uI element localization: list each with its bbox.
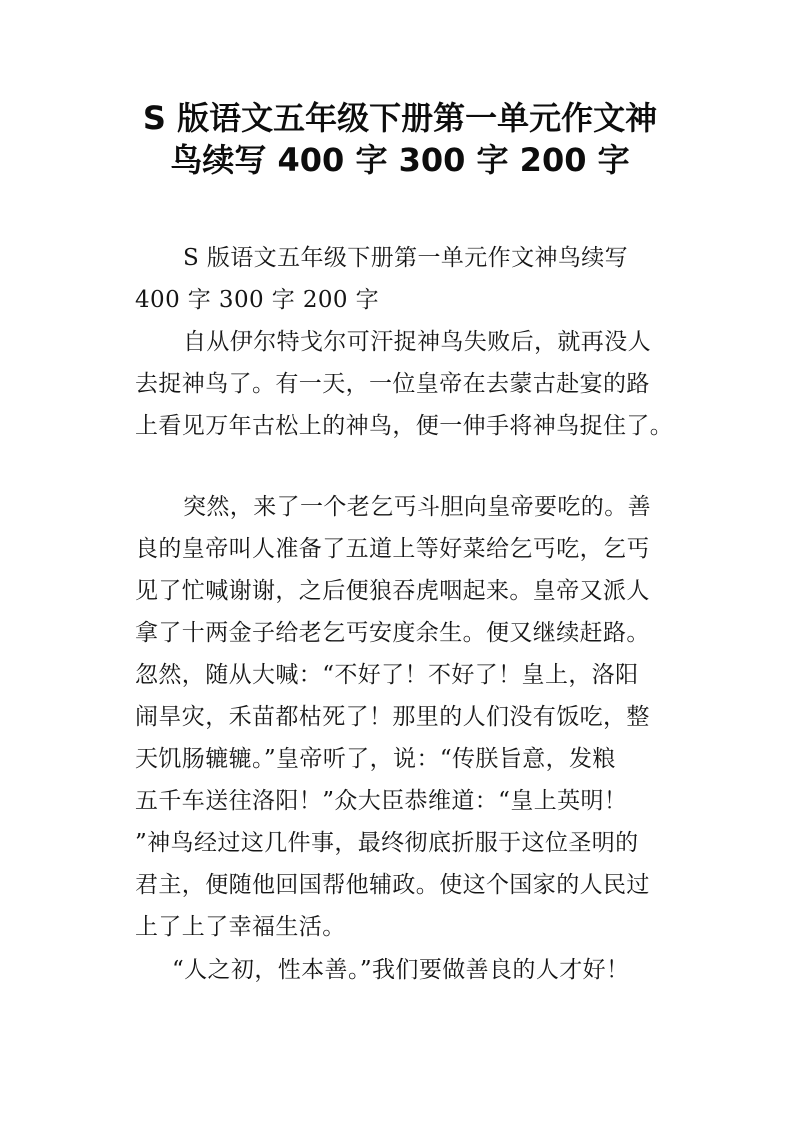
paragraph-2-line-5: 忽然，随从大喊：“不好了！不好了！皇上，洛阳 xyxy=(135,662,639,688)
document-title-line-2: 鸟续写 400 字 300 字 200 字 xyxy=(170,141,630,179)
paragraph-2-line-6: 闹旱灾，禾苗都枯死了！那里的人们没有饭吃，整 xyxy=(135,704,650,730)
paragraph-2-line-7: 天饥肠辘辘。”皇帝听了，说：“传朕旨意，发粮 xyxy=(135,746,616,772)
paragraph-2-line-8: 五千车送往洛阳！”众大臣恭维道：“皇上英明！ xyxy=(135,788,628,814)
paragraph-2-line-3: 见了忙喊谢谢，之后便狼吞虎咽起来。皇帝又派人 xyxy=(135,578,650,604)
paragraph-1-line-1: 自从伊尔特戈尔可汗捉神鸟失败后，就再没人 xyxy=(183,329,651,355)
paragraph-2-line-1: 突然，来了一个老乞丐斗胆向皇帝要吃的。善 xyxy=(183,494,651,520)
subtitle-line-2: 400 字 300 字 200 字 xyxy=(135,287,380,313)
paragraph-1-line-2: 去捉神鸟了。有一天，一位皇帝在去蒙古赴宴的路 xyxy=(135,371,650,397)
paragraph-3-line-1: “人之初，性本善。”我们要做善良的人才好！ xyxy=(172,957,630,983)
paragraph-2-line-11: 上了上了幸福生活。 xyxy=(135,914,346,940)
document-title-line-1: S 版语文五年级下册第一单元作文神 xyxy=(142,99,658,137)
paragraph-2-line-10: 君主，便随他回国帮他辅政。使这个国家的人民过 xyxy=(135,872,650,898)
paragraph-2-line-2: 良的皇帝叫人准备了五道上等好菜给乞丐吃，乞丐 xyxy=(135,536,650,562)
subtitle-line-1: S 版语文五年级下册第一单元作文神鸟续写 xyxy=(183,245,629,271)
paragraph-2-line-9: ”神鸟经过这几件事，最终彻底折服于这位圣明的 xyxy=(135,830,639,856)
paragraph-1-line-3: 上看见万年古松上的神鸟，便一伸手将神鸟捉住了。 xyxy=(135,413,674,439)
paragraph-2-line-4: 拿了十两金子给老乞丐安度余生。便又继续赶路。 xyxy=(135,620,650,646)
